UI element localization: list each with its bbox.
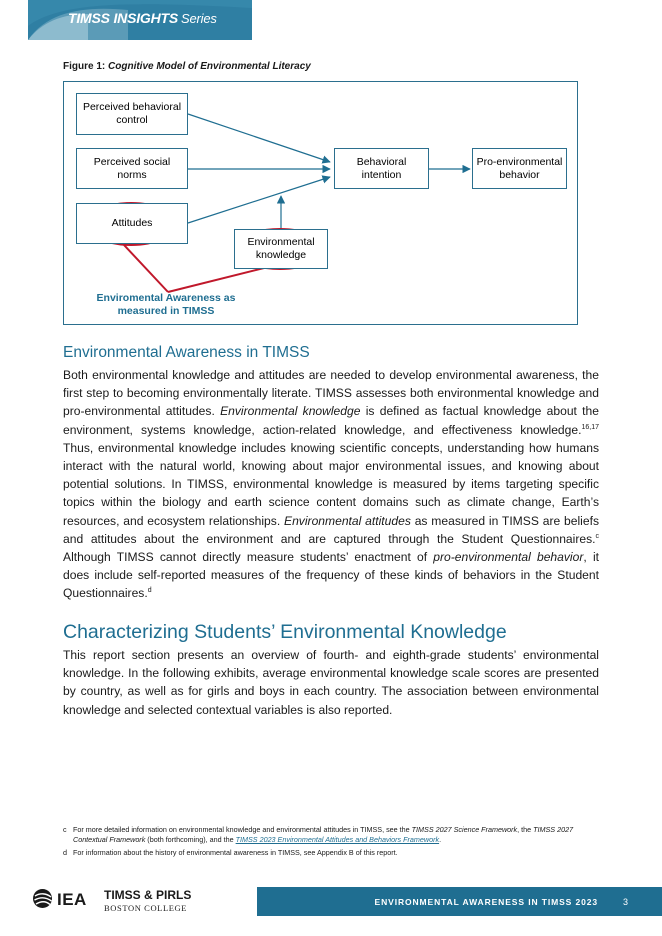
footnote-mark: d (63, 848, 67, 857)
text-run: as measured in TIMSS are beliefs and attitudes about the environment and are captured through the Student Questionnaires. (63, 513, 599, 546)
citation-superscript: 16,17 (581, 423, 599, 431)
figure-caption (63, 61, 311, 72)
text-run: Although TIMSS cannot directly measure students’ enactment of (63, 550, 434, 565)
text-run: Thus, environmental knowledge includes knowing scientific concepts, understanding how humans interact with the natural world, knowing about major environmental issues, and knowing about potential solutions. In TIMSS, environmental knowledge is measured by items targeting specific topics within the biology and earth science content domains such as climate change, Earth’s resources, and ecosystem relationships. (63, 440, 599, 528)
arrow-control-to-intention (188, 114, 330, 162)
environmental-awareness-label: Enviromental Awareness as measured in TIMSS (96, 292, 236, 317)
italic-term: Environmental attitudes (284, 513, 411, 528)
text-run: . (439, 835, 442, 844)
footnote-c (63, 825, 599, 845)
iea-logo-text: IEA (57, 890, 87, 909)
timss-pirls-logo-text: TIMSS & PIRLS (104, 888, 192, 902)
text-run: , the (517, 825, 534, 834)
footnote-text: For information about the history of environmental awareness in TIMSS, see Appendix B of this report. (73, 848, 398, 857)
highlight-pointer-right (168, 268, 264, 292)
cognitive-model-diagram (63, 81, 578, 325)
footer-bar (257, 887, 662, 916)
node-perceived-social-norms: Perceived social norms (76, 148, 188, 189)
iea-globe-icon (32, 888, 53, 909)
node-behavioral-intention: Behavioral intention (334, 148, 429, 189)
footer-report-title: ENVIRONMENTAL AWARENESS IN TIMSS 2023 (374, 897, 598, 907)
footnotes (63, 825, 599, 861)
italic-title: TIMSS 2027 Science Framework (411, 825, 518, 834)
section-heading-environmental-awareness: Environmental Awareness in TIMSS (63, 344, 310, 361)
banner-title (68, 10, 217, 26)
footnote-superscript: c (595, 532, 599, 540)
footnote-d (63, 848, 599, 858)
node-environmental-knowledge: Environmental knowledge (234, 229, 328, 269)
figure-title: Cognitive Model of Environmental Literacy (108, 61, 311, 72)
text-run: Both environmental knowledge and attitudes are needed to develop environmental awareness, the first step to becoming environmentally literate. TIMSS assesses both environmental knowledge and pro-environmental attitudes. (63, 368, 599, 419)
text-run: is defined as factual knowledge about the environment, systems knowledge, action-related knowledge, and effectiveness knowledge. (63, 404, 599, 437)
text-run: (both forthcoming), and the (145, 835, 236, 844)
text-run: , it does include self-reported measures of the frequency of these kinds of behaviors in the Student Questionnaires. (63, 550, 599, 601)
series-banner (28, 0, 252, 40)
footnote-text (73, 825, 599, 845)
italic-term: Environmental knowledge (220, 404, 361, 419)
node-pro-environmental-behavior: Pro-environmental behavior (472, 148, 567, 189)
section-paragraph-environmental-awareness (63, 366, 599, 603)
footer-logos (32, 886, 232, 916)
page-number: 3 (622, 897, 628, 907)
italic-title: TIMSS 2027 Contextual Framework (73, 825, 574, 844)
banner-brand: TIMSS INSIGHTS (68, 10, 178, 26)
section-paragraph-characterizing-knowledge: This report section presents an overview of fourth- and eighth-grade students’ environmental knowledge. In the following exhibits, average environmental knowledge scale scores are presented by country, as well as for girls and boys in each country. The association between environmental knowledge and selected contextual variables is also reported. (63, 648, 599, 717)
text-run: For more detailed information on environmental knowledge and environmental attitudes in TIMSS, see the (73, 825, 412, 834)
boston-college-logo-text: BOSTON COLLEGE (104, 903, 188, 913)
figure-label: Figure 1: (63, 61, 106, 72)
node-perceived-behavioral-control: Perceived behavioral control (76, 93, 188, 135)
section-heading-characterizing-knowledge: Characterizing Students’ Environmental Knowledge (63, 621, 507, 643)
footnote-superscript: d (147, 587, 152, 595)
arrow-attitudes-to-intention (188, 177, 330, 223)
footnote-mark: c (63, 825, 67, 834)
highlight-pointer-left (124, 245, 168, 292)
italic-term: pro-environmental behavior (433, 550, 584, 565)
framework-link[interactable]: TIMSS 2023 Environmental Attitudes and Behaviors Framework (235, 835, 440, 844)
banner-series: Series (181, 11, 217, 26)
node-attitudes: Attitudes (76, 203, 188, 244)
